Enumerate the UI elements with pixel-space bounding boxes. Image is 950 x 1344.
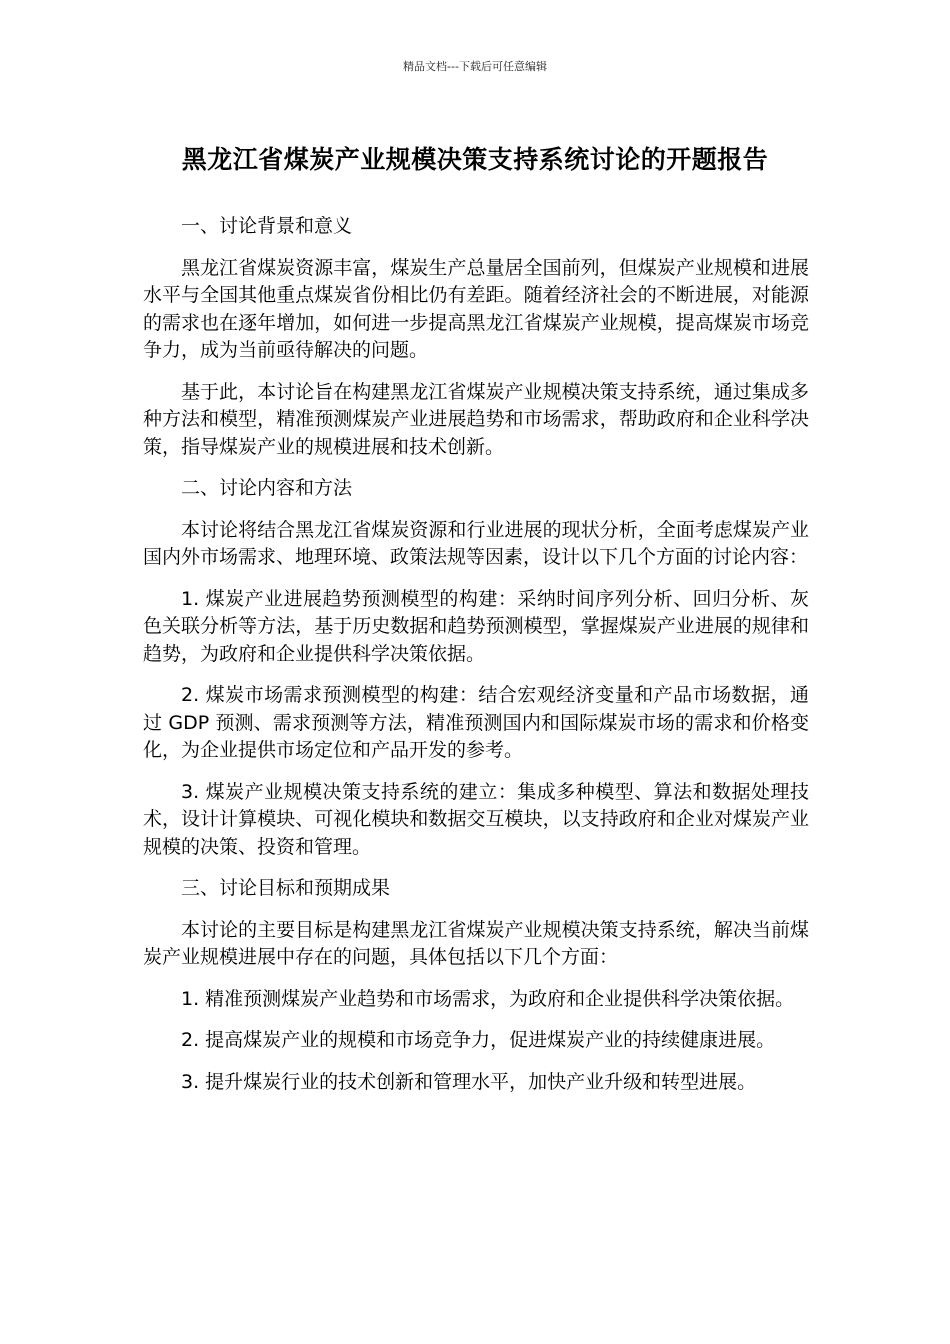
list-item: 1. 煤炭产业进展趋势预测模型的构建：采纳时间序列分析、回归分析、灰色关联分析等方法，基于历史数据和趋势预测模型，掌握煤炭产业进展的规律和趋势，为政府和企业提供科学决策依据。 (143, 587, 809, 665)
paragraph: 基于此，本讨论旨在构建黑龙江省煤炭产业规模决策支持系统，通过集成多种方法和模型，精准预测煤炭产业进展趋势和市场需求，帮助政府和企业科学决策，指导煤炭产业的规模进展和技术创新。 (143, 380, 809, 458)
section-heading-content-methods: 二、讨论内容和方法 (181, 477, 353, 499)
list-item: 1. 精准预测煤炭产业趋势和市场需求，为政府和企业提供科学决策依据。 (181, 987, 795, 1010)
list-item: 2. 提高煤炭产业的规模和市场竞争力，促进煤炭产业的持续健康进展。 (181, 1029, 776, 1051)
paragraph: 本讨论的主要目标是构建黑龙江省煤炭产业规模决策支持系统，解决当前煤炭产业规模进展中存在的问题，具体包括以下几个方面： (143, 918, 809, 968)
list-item: 3. 提升煤炭行业的技术创新和管理水平，加快产业升级和转型进展。 (181, 1070, 757, 1093)
header-note: 精品文档---下载后可任意编辑 (403, 60, 547, 73)
section-heading-background: 一、讨论背景和意义 (181, 215, 353, 237)
paragraph: 本讨论将结合黑龙江省煤炭资源和行业进展的现状分析，全面考虑煤炭产业国内外市场需求、地理环境、政策法规等因素，设计以下几个方面的讨论内容： (143, 518, 809, 568)
document-title: 黑龙江省煤炭产业规模决策支持系统讨论的开题报告 (181, 145, 769, 174)
list-item: 3. 煤炭产业规模决策支持系统的建立：集成多种模型、算法和数据处理技术，设计计算模块、可视化模块和数据交互模块，以支持政府和企业对煤炭产业规模的决策、投资和管理。 (143, 780, 809, 858)
list-item: 2. 煤炭市场需求预测模型的构建：结合宏观经济变量和产品市场数据，通过 GDP 预测、需求预测等方法，精准预测国内和国际煤炭市场的需求和价格变化，为企业提供市场定位和产品开发的参考。 (143, 684, 809, 761)
section-heading-goals: 三、讨论目标和预期成果 (181, 877, 391, 899)
paragraph: 黑龙江省煤炭资源丰富，煤炭生产总量居全国前列，但煤炭产业规模和进展水平与全国其他重点煤炭省份相比仍有差距。随着经济社会的不断进展，对能源的需求也在逐年增加，如何进一步提高黑龙江省煤炭产业规模，提高煤炭市场竞争力，成为当前亟待解决的问题。 (143, 256, 809, 361)
document-body (143, 213, 809, 1110)
